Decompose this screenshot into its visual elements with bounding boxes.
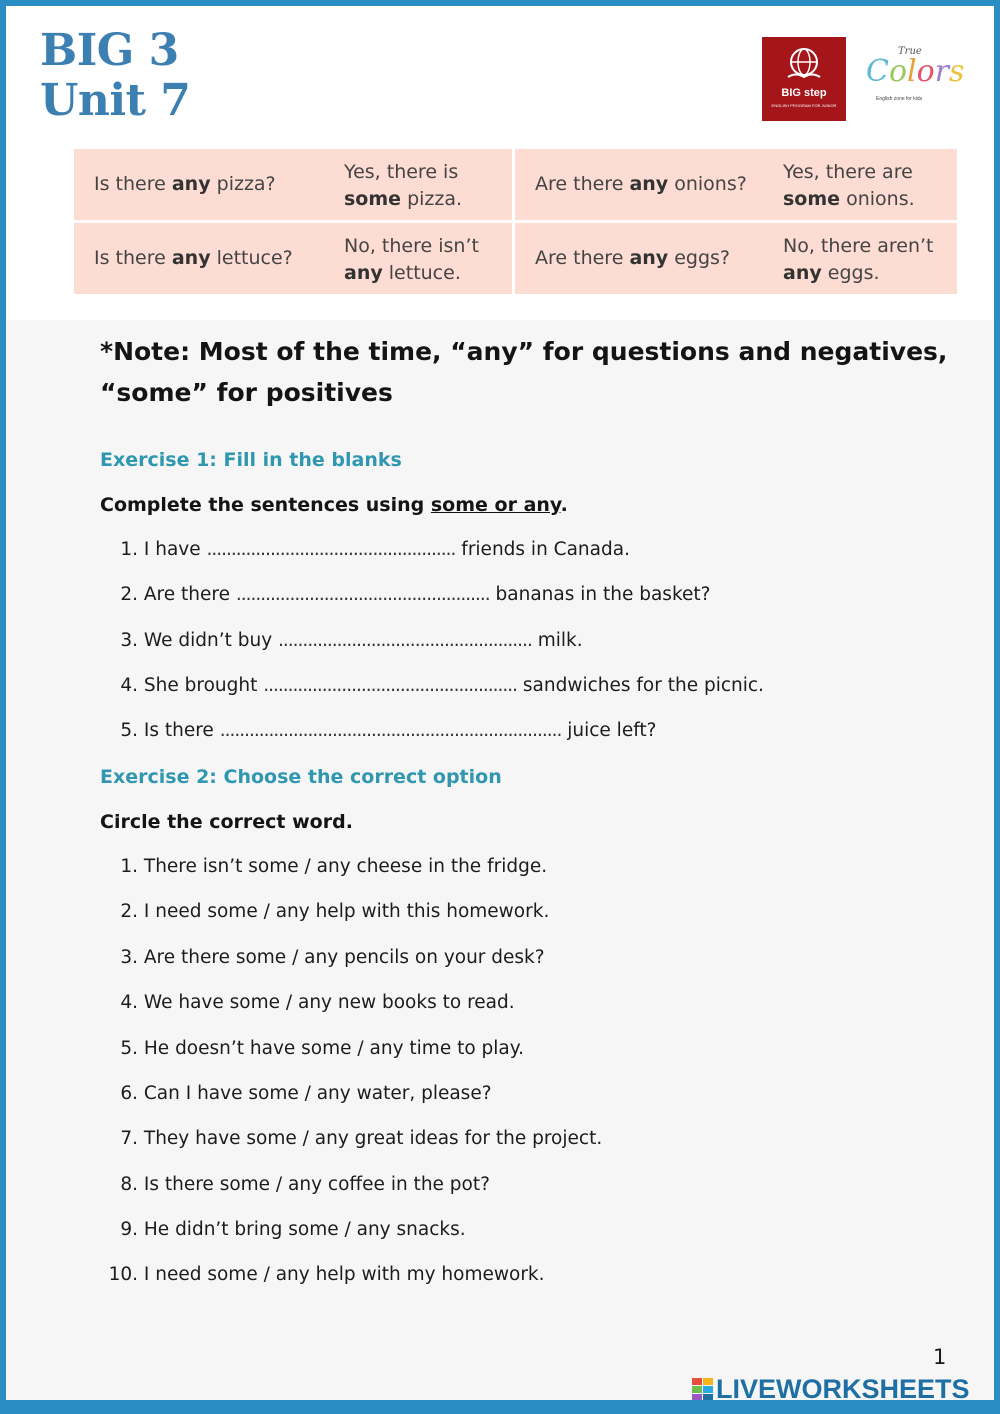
fill-blank-item[interactable]: 2. Are there .................................................... bananas in the basket? bbox=[120, 584, 711, 605]
choice-item[interactable]: 9. He didn’t bring some / any snacks. bbox=[120, 1219, 466, 1240]
grammar-cell: Is there any pizza? Yes, there is some pizza. bbox=[74, 149, 512, 220]
choice-item[interactable]: 8. Is there some / any coffee in the pot? bbox=[120, 1174, 490, 1195]
exercise-1-instruction: Complete the sentences using some or any. bbox=[100, 494, 568, 516]
title-line-2: Unit 7 bbox=[40, 75, 191, 126]
exercise-1-title: Exercise 1: Fill in the blanks bbox=[100, 449, 402, 471]
fill-blank-item[interactable]: 5. Is there ...................................................................... juice left? bbox=[120, 720, 657, 741]
liveworksheets-icon bbox=[692, 1378, 714, 1402]
grammar-cell: Is there any lettuce? No, there isn’t any lettuce. bbox=[74, 223, 512, 294]
true-colors-word: Colors bbox=[866, 54, 965, 89]
exercise-2-instruction: Circle the correct word. bbox=[100, 811, 353, 833]
title-line-1: BIG 3 bbox=[40, 25, 179, 76]
fill-blank-item[interactable]: 4. She brought .................................................... sandwiches for the picnic. bbox=[120, 675, 764, 696]
globe-book-icon bbox=[784, 45, 824, 85]
choice-item[interactable]: 2. I need some / any help with this homework. bbox=[120, 901, 550, 922]
bigstep-tagline: ENGLISH PROGRAM FOR JUNIOR bbox=[771, 103, 837, 108]
grammar-cell: Are there any eggs? No, there aren’t any eggs. bbox=[515, 223, 957, 294]
grammar-note: *Note: Most of the time, “any” for questions and negatives, “some” for positives bbox=[100, 337, 948, 407]
grammar-cell: Are there any onions? Yes, there are some onions. bbox=[515, 149, 957, 220]
bigstep-logo bbox=[762, 37, 846, 121]
bigstep-name: BIG step bbox=[781, 87, 827, 99]
fill-blank-item[interactable]: 1. I have ................................................... friends in Canada. bbox=[120, 539, 630, 560]
grammar-table bbox=[74, 149, 954, 294]
choice-item[interactable]: 3. Are there some / any pencils on your desk? bbox=[120, 947, 545, 968]
choice-item[interactable]: 10. I need some / any help with my homework. bbox=[108, 1264, 545, 1285]
page-title bbox=[40, 26, 190, 126]
choice-item[interactable]: 1. There isn’t some / any cheese in the fridge. bbox=[120, 856, 548, 877]
choice-item[interactable]: 7. They have some / any great ideas for the project. bbox=[120, 1128, 603, 1149]
choice-item[interactable]: 6. Can I have some / any water, please? bbox=[120, 1083, 492, 1104]
liveworksheets-text: LIVEWORKSHEETS bbox=[716, 1374, 970, 1404]
choice-item[interactable]: 4. We have some / any new books to read. bbox=[120, 992, 515, 1013]
choice-item[interactable]: 5. He doesn’t have some / any time to play. bbox=[120, 1038, 524, 1059]
true-colors-tagline: English zone for kids bbox=[876, 96, 923, 102]
true-colors-small: True bbox=[898, 46, 922, 57]
true-colors-logo bbox=[862, 46, 966, 108]
fill-blank-item[interactable]: 3. We didn’t buy .................................................... milk. bbox=[120, 630, 583, 651]
exercise-2-title: Exercise 2: Choose the correct option bbox=[100, 766, 502, 788]
page-number: 1 bbox=[933, 1345, 947, 1369]
